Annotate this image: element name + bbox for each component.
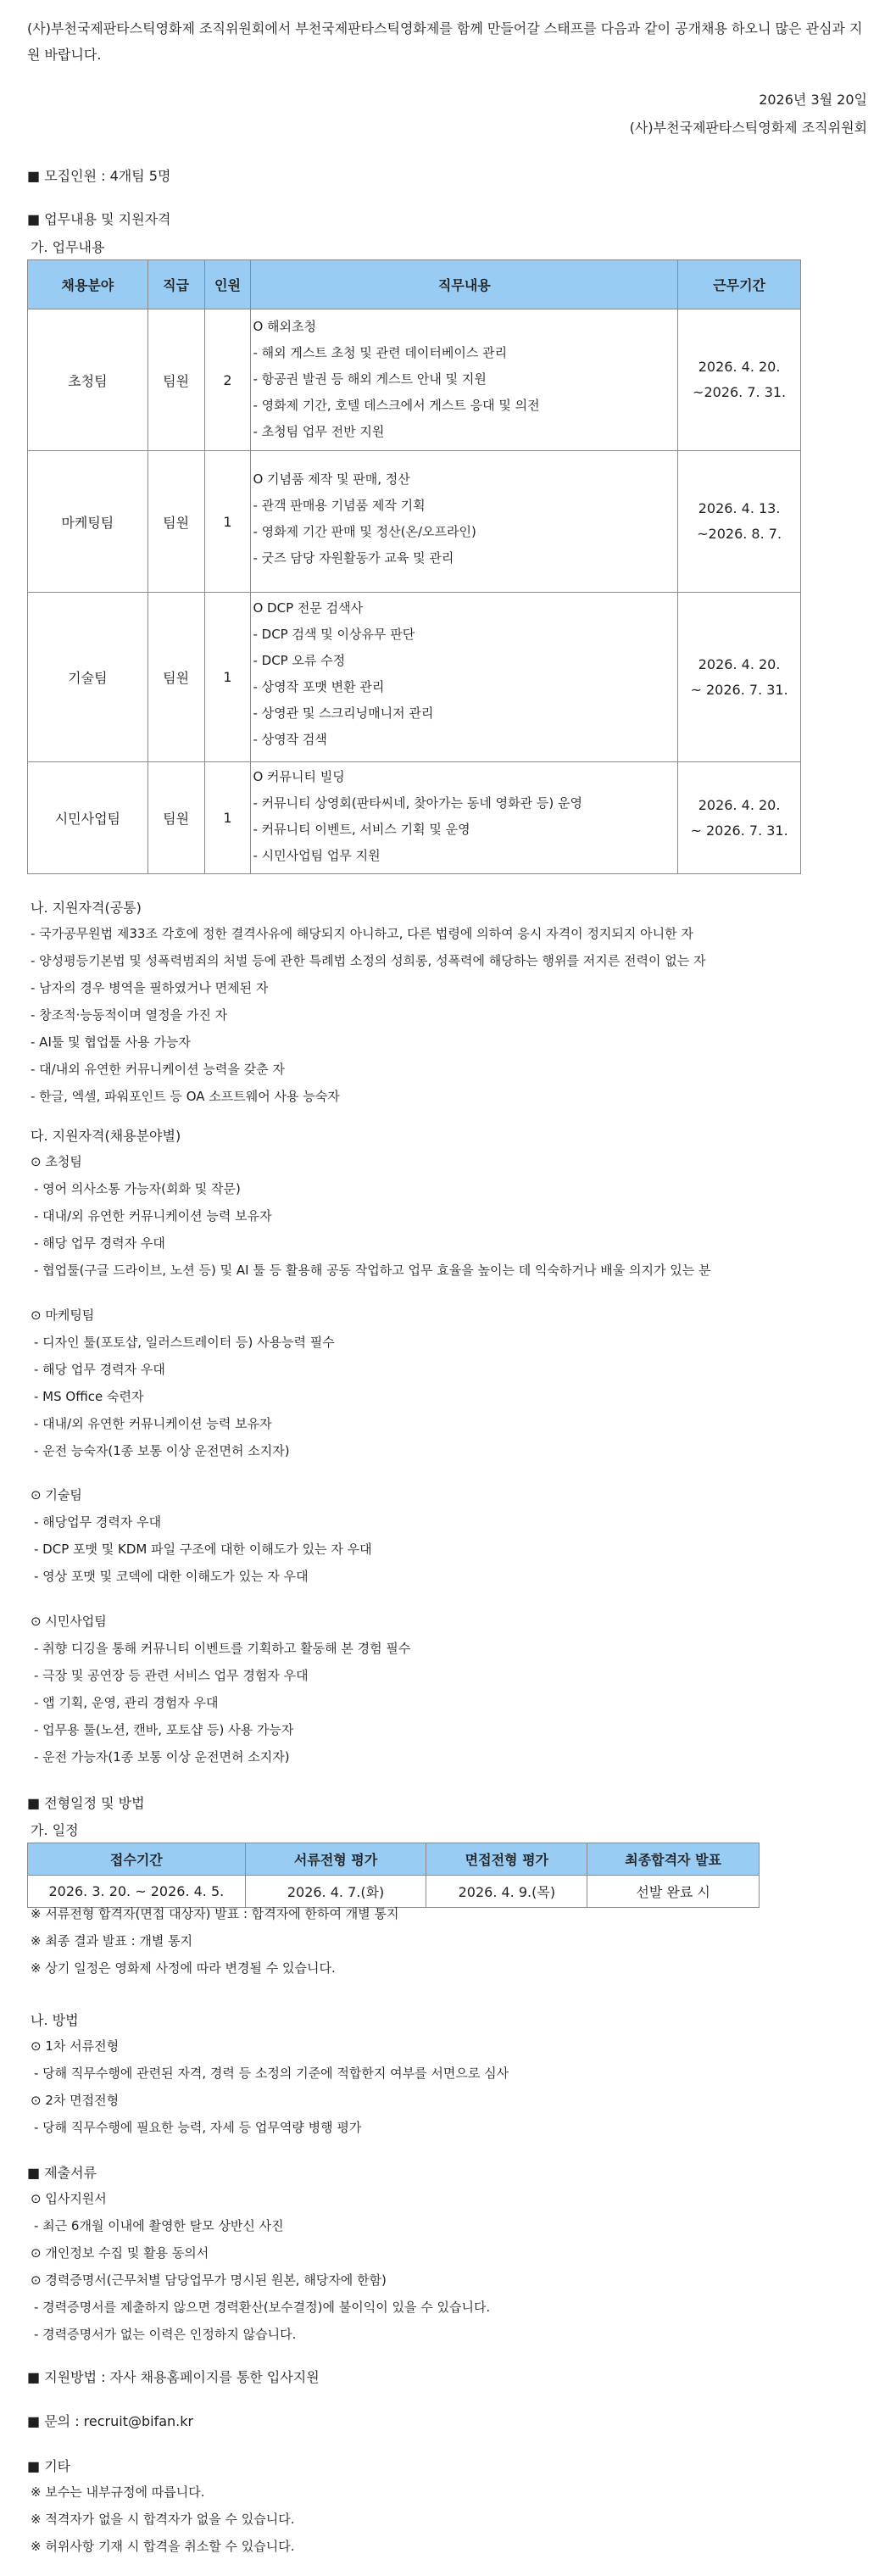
duty-line: - 해외 게스트 초청 및 관련 데이터베이스 관리 <box>253 345 508 360</box>
header-duty: 직무내용 <box>251 260 678 309</box>
period-end: ~ 2026. 7. 31. <box>690 822 788 839</box>
list-item: - AI툴 및 협업툴 사용 가능자 <box>31 1034 191 1050</box>
list-item: - 업무용 툴(노션, 캔바, 포토샵 등) 사용 가능자 <box>34 1722 294 1737</box>
list-item: - 국가공무원법 제33조 각호에 정한 결격사유에 해당되지 아니하고, 다른 법령에 의하여 응시 자격이 정지되지 아니한 자 <box>31 926 693 941</box>
list-item: - 해당업무 경력자 우대 <box>34 1514 162 1530</box>
row-field: 마케팅팀 <box>28 451 148 593</box>
list-item: - 영어 의사소통 가능자(회화 및 작문) <box>34 1181 241 1196</box>
list-item: - 창조적·능동적이며 열정을 가진 자 <box>31 1007 228 1023</box>
list-item: - 디자인 툴(포토샵, 일러스트레이터 등) 사용능력 필수 <box>34 1335 335 1350</box>
list-item: - 극장 및 공연장 등 관련 서비스 업무 경험자 우대 <box>34 1668 309 1683</box>
row-field: 초청팀 <box>28 309 148 451</box>
etc-item: ※ 보수는 내부규정에 따릅니다. <box>31 2484 205 2500</box>
docs-item: ⊙ 입사지원서 <box>31 2191 107 2206</box>
row-period <box>678 451 801 593</box>
row-duties <box>251 593 678 762</box>
table-row <box>28 593 801 762</box>
reception-period: 2026. 3. 20. ~ 2026. 4. 5. <box>28 1876 246 1908</box>
row-field: 시민사업팀 <box>28 762 148 874</box>
method-step: ⊙ 2차 면접전형 <box>31 2093 120 2108</box>
period-start: 2026. 4. 13. <box>698 500 781 516</box>
schedule-subtitle: 가. 일정 <box>31 1822 79 1838</box>
list-item: - 남자의 경우 병역을 필하였거나 면제된 자 <box>31 980 269 995</box>
duty-line: - 초청팀 업무 전반 지원 <box>253 424 385 439</box>
table-row <box>28 762 801 874</box>
recruit-count: ■ 모집인원 : 4개팀 5명 <box>27 168 171 184</box>
duty-section-title: ■ 업무내용 및 지원자격 <box>27 211 171 227</box>
row-count: 1 <box>204 593 251 762</box>
schedule-header <box>28 1843 760 1876</box>
table-row <box>28 451 801 593</box>
duty-line: O 해외초청 <box>253 319 317 334</box>
list-item: - 대내/외 유연한 커뮤니케이션 능력 보유자 <box>34 1208 272 1224</box>
list-item: - 한글, 엑셀, 파워포인트 등 OA 소프트웨어 사용 능숙자 <box>31 1089 340 1104</box>
duty-line: - 상영작 포맷 변환 관리 <box>253 679 385 694</box>
schedule-table <box>27 1843 760 1908</box>
row-duties <box>251 762 678 874</box>
docs-item: - 최근 6개월 이내에 촬영한 탈모 상반신 사진 <box>34 2218 284 2233</box>
row-period <box>678 762 801 874</box>
list-item: - 영상 포맷 및 코덱에 대한 이해도가 있는 자 우대 <box>34 1569 309 1584</box>
duty-line: O DCP 전문 검색사 <box>253 600 364 616</box>
method-step: ⊙ 1차 서류전형 <box>31 2038 120 2054</box>
docs-title: ■ 제출서류 <box>27 2165 97 2181</box>
group-title: ⊙ 마케팅팀 <box>31 1308 95 1323</box>
etc-item: ※ 적격자가 없을 시 합격자가 없을 수 있습니다. <box>31 2512 295 2527</box>
list-item: - 앱 기획, 운영, 관리 경험자 우대 <box>34 1695 219 1710</box>
duty-line: - 시민사업팀 업무 지원 <box>253 848 381 863</box>
docs-item: - 경력증명서를 제출하지 않으면 경력환산(보수결정)에 불이익이 있을 수 있습니다. <box>34 2300 491 2315</box>
method-title: 나. 방법 <box>31 2012 79 2028</box>
list-item: - 운전 가능자(1종 보통 이상 운전면허 소지자) <box>34 1749 290 1765</box>
organization-name: (사)부천국제판타스틱영화제 조직위원회 <box>629 120 867 136</box>
document-eval-date: 2026. 4. 7.(화) <box>245 1876 426 1908</box>
duty-line: O 커뮤니티 빌딩 <box>253 769 345 784</box>
header-final-announce: 최종합격자 발표 <box>587 1843 760 1876</box>
etc-item: ※ 허위사항 기재 시 합격을 취소할 수 있습니다. <box>31 2539 295 2554</box>
list-item: - DCP 포맷 및 KDM 파일 구조에 대한 이해도가 있는 자 우대 <box>34 1542 372 1557</box>
period-end: ~ 2026. 7. 31. <box>690 681 788 698</box>
docs-item: - 경력증명서가 없는 이력은 인정하지 않습니다. <box>34 2327 297 2342</box>
duty-table-header <box>28 260 801 309</box>
schedule-row <box>28 1876 760 1908</box>
group-title: ⊙ 초청팀 <box>31 1154 82 1169</box>
row-field: 기술팀 <box>28 593 148 762</box>
announce-date: 2026년 3월 20일 <box>759 92 867 108</box>
header-document-eval: 서류전형 평가 <box>245 1843 426 1876</box>
period-start: 2026. 4. 20. <box>698 655 781 672</box>
duty-line: - 상영작 검색 <box>253 732 327 747</box>
row-count: 1 <box>204 451 251 593</box>
apply-method: ■ 지원방법 : 자사 채용홈페이지를 통한 입사지원 <box>27 2369 320 2385</box>
row-period <box>678 309 801 451</box>
list-item: - 대/내외 유연한 커뮤니케이션 능력을 갖춘 자 <box>31 1062 285 1077</box>
common-title: 나. 지원자격(공통) <box>31 900 142 916</box>
row-count: 2 <box>204 309 251 451</box>
schedule-note: ※ 최종 결과 발표 : 개별 통지 <box>31 1933 193 1949</box>
docs-item: ⊙ 개인정보 수집 및 활용 동의서 <box>31 2245 209 2261</box>
duty-line: - DCP 오류 수정 <box>253 653 346 668</box>
duty-line: - DCP 검색 및 이상유무 판단 <box>253 627 415 642</box>
duty-line: - 굿즈 담당 자원활동가 교육 및 관리 <box>253 550 454 566</box>
duty-line: O 기념품 제작 및 판매, 정산 <box>253 471 410 487</box>
duty-line: - 영화제 기간 판매 및 정산(온/오프라인) <box>253 524 476 539</box>
duty-line: - 영화제 기간, 호텔 데스크에서 게스트 응대 및 의전 <box>253 398 540 413</box>
header-period: 근무기간 <box>678 260 801 309</box>
method-desc: - 당해 직무수행에 필요한 능력, 자세 등 업무역량 병행 평가 <box>34 2120 362 2135</box>
period-start: 2026. 4. 20. <box>698 359 781 375</box>
header-rank: 직급 <box>147 260 204 309</box>
method-desc: - 당해 직무수행에 관련된 자격, 경력 등 소정의 기준에 적합한지 여부를 서면으로 심사 <box>34 2066 509 2081</box>
duty-line: - 관객 판매용 기념품 제작 기획 <box>253 498 426 513</box>
row-rank: 팀원 <box>147 762 204 874</box>
docs-item: ⊙ 경력증명서(근무처별 담당업무가 명시된 원본, 해당자에 한함) <box>31 2272 387 2288</box>
row-rank: 팀원 <box>147 309 204 451</box>
row-duties <box>251 451 678 593</box>
row-rank: 팀원 <box>147 593 204 762</box>
final-announce: 선발 완료 시 <box>587 1876 760 1908</box>
duty-subtitle: 가. 업무내용 <box>31 239 105 255</box>
list-item: - 해당 업무 경력자 우대 <box>34 1235 165 1251</box>
schedule-title: ■ 전형일정 및 방법 <box>27 1795 145 1811</box>
schedule-note: ※ 서류전형 합격자(면접 대상자) 발표 : 합격자에 한하여 개별 통지 <box>31 1906 399 1921</box>
group-title: ⊙ 시민사업팀 <box>31 1614 107 1629</box>
row-count: 1 <box>204 762 251 874</box>
period-end: ~2026. 7. 31. <box>693 384 787 400</box>
duty-line: - 상영관 및 스크리닝매니저 관리 <box>253 705 434 721</box>
specific-title: 다. 지원자격(채용분야별) <box>31 1128 181 1144</box>
table-row <box>28 309 801 451</box>
group-title: ⊙ 기술팀 <box>31 1487 82 1503</box>
header-count: 인원 <box>204 260 251 309</box>
duty-line: - 항공권 발권 등 해외 게스트 안내 및 지원 <box>253 371 487 387</box>
list-item: - 협업툴(구글 드라이브, 노션 등) 및 AI 툴 등 활용해 공동 작업하고 업무 효율을 높이는 데 익숙하거나 배울 의지가 있는 분 <box>34 1263 711 1278</box>
header-field: 채용분야 <box>28 260 148 309</box>
contact-info: ■ 문의 : recruit@bifan.kr <box>27 2413 194 2429</box>
duty-line: - 커뮤니티 이벤트, 서비스 기획 및 운영 <box>253 822 470 837</box>
interview-eval-date: 2026. 4. 9.(목) <box>426 1876 587 1908</box>
list-item: - 해당 업무 경력자 우대 <box>34 1362 165 1377</box>
duty-line: - 커뮤니티 상영회(판타씨네, 찾아가는 동네 영화관 등) 운영 <box>253 795 583 811</box>
list-item: - 대내/외 유연한 커뮤니케이션 능력 보유자 <box>34 1416 272 1431</box>
row-period <box>678 593 801 762</box>
list-item: - 취향 디깅을 통해 커뮤니티 이벤트를 기획하고 활동해 본 경험 필수 <box>34 1641 411 1656</box>
row-duties <box>251 309 678 451</box>
header-reception: 접수기간 <box>28 1843 246 1876</box>
header-interview-eval: 면접전형 평가 <box>426 1843 587 1876</box>
period-start: 2026. 4. 20. <box>698 796 781 813</box>
row-rank: 팀원 <box>147 451 204 593</box>
list-item: - 양성평등기본법 및 성폭력범죄의 처벌 등에 관한 특례법 소정의 성희롱, 성폭력에 해당하는 행위를 저지른 전력이 없는 자 <box>31 953 706 968</box>
intro-text: (사)부천국제판타스틱영화제 조직위원회에서 부천국제판타스틱영화제를 함께 만들어갈 스태프를 다음과 같이 공개채용 하오니 많은 관심과 지원 바랍니다. <box>27 20 863 63</box>
duty-table <box>27 259 801 874</box>
period-end: ~2026. 8. 7. <box>697 526 782 542</box>
list-item: - 운전 능숙자(1종 보통 이상 운전면허 소지자) <box>34 1443 290 1458</box>
schedule-note: ※ 상기 일정은 영화제 사정에 따라 변경될 수 있습니다. <box>31 1960 336 1976</box>
list-item: - MS Office 숙련자 <box>34 1389 144 1404</box>
etc-title: ■ 기타 <box>27 2458 71 2474</box>
